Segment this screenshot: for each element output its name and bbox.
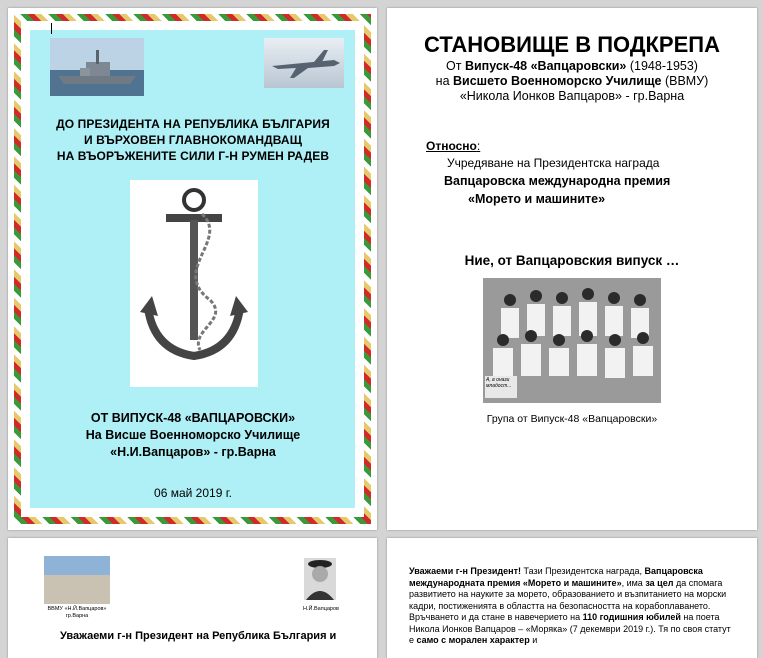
we-heading: Ние, от Вапцаровския випуск … (464, 253, 680, 268)
award-name: Вапцаровска международна премия (444, 174, 671, 188)
school-location: «Никола Ионков Вапцаров» - гр.Варна (459, 89, 685, 103)
class-years: (1948-1953) (629, 59, 698, 73)
addressee-line: И ВЪРХОВЕН ГЛАВНОКОМАНДВАЩ (83, 133, 303, 147)
sender-line: «Н.И.Вапцаров» - гр.Варна (110, 445, 276, 459)
sender-line: ОТ ВИПУСК-48 «ВАПЦАРОВСКИ» (90, 411, 296, 425)
portrait-caption: Н.Й.Вапцаров (303, 606, 339, 612)
vaptsarov-portrait (304, 558, 336, 600)
school-prefix: на (435, 74, 450, 88)
school-abbr: (ВВМУ) (664, 74, 709, 88)
academy-building-image (44, 556, 110, 604)
cover-page (8, 8, 377, 530)
addressee-line: НА ВЪОРЪЖЕНИТЕ СИЛИ Г-Н РУМЕН РАДЕВ (56, 149, 330, 163)
regarding-text: Учредяване на Президентска награда (447, 156, 660, 170)
letter-page-4 (387, 538, 757, 658)
academy-caption: ВВМУ «Н.Й.Вапцаров» гр.Варна (47, 606, 107, 619)
salutation-line: Уважаеми г-н Президент на Република България и (60, 630, 337, 642)
letter-page-3 (8, 538, 377, 658)
warship-image (50, 38, 144, 96)
statement-subtitle (387, 59, 757, 104)
letter-paragraph: Уважаеми г-н Президент! Тази Президентска награда, Вапцаровска международната премия «Морето и машините», има за цел да спомага развитието на науките за морето, образованието и възпитанието на морски кадри, постиженията в областта на безопасността на корабоплаването. Връчването и да стане в навечерието на 110 годишния юбилей на поета Никола Ионков Вапцаров – «Моряка» (7 декември 2019 г.). Тя по своя статут е само с морален характер и (409, 566, 731, 645)
addressee-block (38, 116, 348, 164)
photo-inscription: А, в онази младост... (486, 377, 512, 389)
regarding-label: Относно: (426, 139, 481, 153)
addressee-line: ДО ПРЕЗИДЕНТА НА РЕПУБЛИКА БЪЛГАРИЯ (56, 117, 330, 131)
school-name: Висшето Военноморско Училище (453, 74, 662, 88)
class-name: Випуск-48 «Вапцаровски» (464, 59, 627, 73)
statement-page (387, 8, 757, 530)
sender-line: На Висше Военноморско Училище (85, 428, 301, 442)
photo-caption: Група от Випуск-48 «Вапцаровски» (486, 413, 658, 425)
text-cursor (51, 23, 52, 34)
cover-panel (30, 30, 355, 508)
cover-date: 06 май 2019 г. (154, 486, 232, 500)
anchor-image (130, 180, 258, 387)
statement-title: СТАНОВИЩЕ В ПОДКРЕПА (424, 32, 720, 57)
from-prefix: От (446, 59, 462, 73)
award-subtitle: «Морето и машините» (468, 192, 606, 206)
fighter-jet-image (264, 38, 344, 88)
sender-block (38, 410, 348, 461)
group-photo (483, 278, 661, 403)
